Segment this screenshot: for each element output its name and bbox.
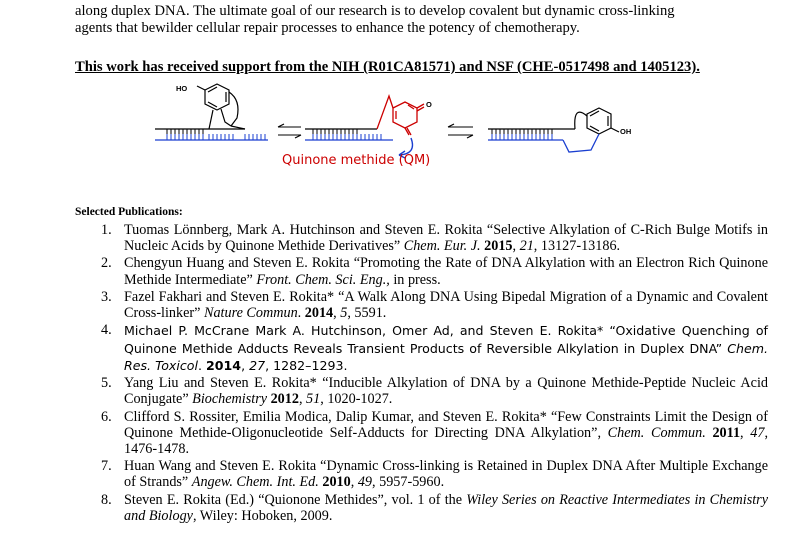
crosslink-bridge bbox=[563, 134, 599, 152]
publication-item: 8. Steven E. Rokita (Ed.) “Quionone Methides”, vol. 1 of the Wiley Series on Reactive Intermediates in Chemistry and Biology, Wiley: Hoboken, 2009. bbox=[101, 491, 769, 524]
intro-paragraph bbox=[75, 3, 767, 37]
o-label: O bbox=[426, 100, 432, 109]
publication-item: 3. Fazel Fakhari and Steven E. Rokita* “A Walk Along DNA Using Bipedal Migration of a Dynamic and Covalent Cross-linker” Nature Commun. 2014, 5, 5591. bbox=[101, 288, 768, 322]
publication-item: 1. Tuomas Lönnberg, Mark A. Hutchinson and Steven E. Rokita “Selective Alkylation of C-Rich Bulge Motifs in Nucleic Acids by Quinone Methide Derivatives” Chem. Eur. J. 2015, 21, 13127-13186. bbox=[101, 222, 768, 255]
equilibrium-arrows-left bbox=[278, 124, 301, 138]
publication-item: 4. Michael P. McCrane Mark A. Hutchinson, Omer Ad, and Steven E. Rokita* “Oxidative Quenching of Quinone Methide Adducts Reveals Transient Products of Reversible Alkylation in Duplex DNA” Chem. Res. Toxicol. 2014, 27, 1282–1293. bbox=[101, 322, 768, 373]
dna-duplex-right bbox=[488, 129, 575, 140]
publication-item: 7. Huan Wang and Steven E. Rokita “Dynamic Cross-linking is Retained in Duplex DNA After Multiple Exchange of Strands” Angew. Chem. Int. Ed. 2010, 49, 5957-5960. bbox=[101, 458, 768, 491]
phenol-adduct-right bbox=[575, 108, 619, 134]
qm-caption: Quinone methide (QM) bbox=[282, 153, 431, 168]
publication-item: 2. Chengyun Huang and Steven E. Rokita “Promoting the Rate of DNA Alkylation with an Electron Rich Quinone Methide Intermediate” Front. Chem. Sci. Eng., in press. bbox=[101, 255, 768, 288]
publication-item: 6. Clifford S. Rossiter, Emilia Modica, Dalip Kumar, and Steven E. Rokita* “Few Constraints Limit the Design of Quinone Methide-Oligonucleotide Self-Adducts for Directing DNA Alkylation”, Chem. Commun. 2011, 47, 1476-1478. bbox=[101, 408, 768, 457]
publication-item: 5. Yang Liu and Steven E. Rokita* “Inducible Alkylation of DNA by a Quinone Methide-Peptide Nucleic Acid Conjugate” Biochemistry 2012, 51, 1020-1027. bbox=[101, 375, 768, 408]
oh-label: OH bbox=[620, 127, 632, 136]
reaction-scheme-svg bbox=[145, 82, 655, 174]
ho-label: HO bbox=[176, 84, 188, 93]
qm-reaction-figure bbox=[145, 82, 655, 174]
dna-duplex-left bbox=[155, 129, 268, 140]
intro-line-2: agents that bewilder cellular repair processes to enhance the potency of chemotherapy. bbox=[75, 20, 580, 36]
publications-heading: Selected Publications: bbox=[75, 206, 183, 218]
quinone-methide-structure bbox=[377, 96, 424, 135]
phenol-adduct-left bbox=[197, 84, 245, 129]
publications-list bbox=[75, 222, 768, 525]
intro-line-1: along duplex DNA. The ultimate goal of our research is to develop covalent but dynamic cross-linking bbox=[75, 3, 675, 19]
funding-statement: This work has received support from the NIH (R01CA81571) and NSF (CHE-0517498 and 1405123). bbox=[75, 59, 700, 75]
dna-duplex-middle bbox=[305, 129, 393, 140]
equilibrium-arrows-right bbox=[448, 124, 473, 138]
